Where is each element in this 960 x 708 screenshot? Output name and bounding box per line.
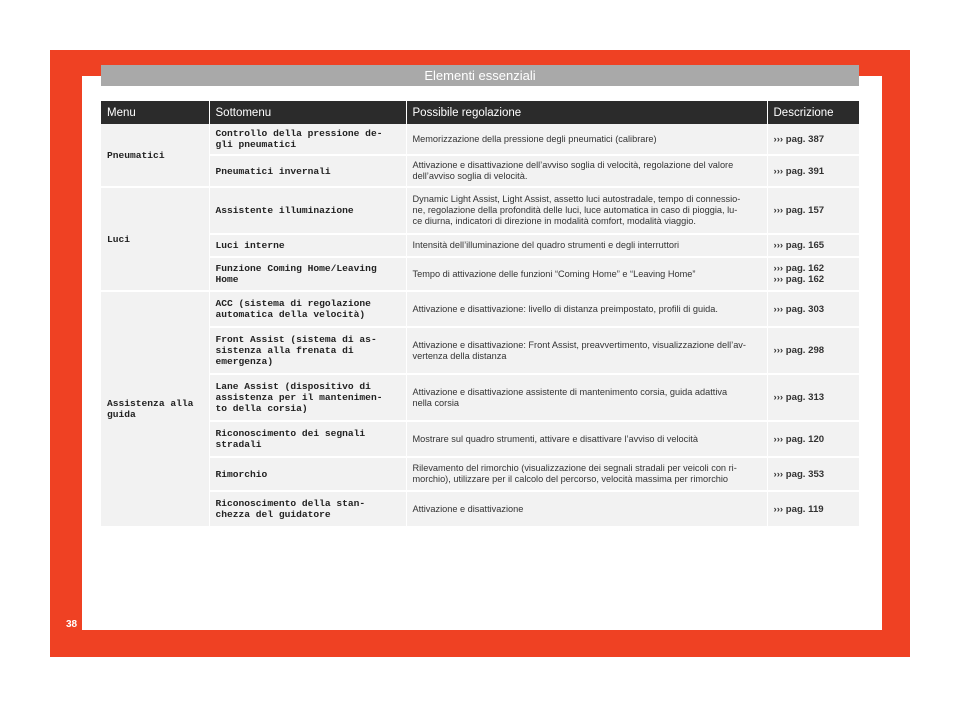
setting-cell: Tempo di attivazione delle funzioni “Coming Home” e “Leaving Home” — [406, 257, 767, 291]
menu-cell: Assistenza alla guida — [101, 291, 209, 527]
table-row — [101, 291, 859, 327]
table-row — [101, 187, 859, 234]
page-reference-link[interactable]: ››› pag. 298 — [773, 345, 825, 356]
submenu-cell: Front Assist (sistema di as- sistenza alla frenata di emergenza) — [209, 327, 406, 374]
column-header-setting: Possibile regolazione — [406, 101, 767, 124]
reference-cell — [767, 457, 859, 491]
page-reference-link[interactable]: ››› pag. 157 — [773, 205, 825, 216]
page-number: 38 — [66, 619, 78, 630]
setting-cell: Memorizzazione della pressione degli pneumatici (calibrare) — [406, 124, 767, 155]
submenu-cell: Riconoscimento della stan- chezza del guidatore — [209, 491, 406, 527]
reference-cell — [767, 327, 859, 374]
submenu-cell: Riconoscimento dei segnali stradali — [209, 421, 406, 457]
submenu-cell: Controllo della pressione de- gli pneumatici — [209, 124, 406, 155]
table-row — [101, 491, 859, 527]
submenu-cell: Funzione Coming Home/Leaving Home — [209, 257, 406, 291]
setting-cell: Attivazione e disattivazione: Front Assist, preavvertimento, visualizzazione dell’av- vertenza della distanza — [406, 327, 767, 374]
reference-cell — [767, 491, 859, 527]
page-reference-link[interactable]: ››› pag. 162 — [773, 263, 825, 274]
submenu-cell: Assistente illuminazione — [209, 187, 406, 234]
submenu-cell: Rimorchio — [209, 457, 406, 491]
setting-cell: Dynamic Light Assist, Light Assist, assetto luci autostradale, tempo di connessio- ne, regolazione della profondità delle luci, luce automatica in caso di pioggia, lu- ce diurna, indicatori di direzione in modalità comfort, modalità viaggio. — [406, 187, 767, 234]
menu-cell: Pneumatici — [101, 124, 209, 187]
reference-cell — [767, 257, 859, 291]
page-reference-link[interactable]: ››› pag. 353 — [773, 468, 825, 480]
reference-cell — [767, 291, 859, 327]
reference-cell — [767, 124, 859, 155]
submenu-cell: Lane Assist (dispositivo di assistenza per il mantenimen- to della corsia) — [209, 374, 406, 421]
table-row — [101, 234, 859, 257]
table-row — [101, 327, 859, 374]
setting-cell: Intensità dell’illuminazione del quadro strumenti e degli interruttori — [406, 234, 767, 257]
page-reference-link[interactable]: ››› pag. 165 — [773, 240, 825, 251]
reference-cell — [767, 234, 859, 257]
page-reference-link[interactable]: ››› pag. 303 — [773, 303, 825, 315]
table-row — [101, 124, 859, 155]
setting-cell: Attivazione e disattivazione: livello di distanza preimpostato, profili di guida. — [406, 291, 767, 327]
table-row — [101, 421, 859, 457]
table-row — [101, 374, 859, 421]
reference-cell — [767, 155, 859, 187]
setting-cell: Attivazione e disattivazione assistente di mantenimento corsia, guida adattiva nella corsia — [406, 374, 767, 421]
reference-cell — [767, 187, 859, 234]
setting-cell: Attivazione e disattivazione dell’avviso soglia di velocità, regolazione del valore dell’avviso soglia di velocità. — [406, 155, 767, 187]
reference-cell — [767, 374, 859, 421]
page-reference-link[interactable]: ››› pag. 119 — [773, 503, 824, 515]
table-header-row — [101, 101, 859, 124]
submenu-cell: Luci interne — [209, 234, 406, 257]
page-reference-link[interactable]: ››› pag. 162 — [773, 274, 825, 285]
setting-cell: Rilevamento del rimorchio (visualizzazione dei segnali stradali per veicoli con ri- morchio), utilizzare per il calcolo del percorso, velocità massima per rimorchio — [406, 457, 767, 491]
page-reference-link[interactable]: ››› pag. 387 — [773, 133, 825, 145]
column-header-submenu: Sottomenu — [209, 101, 406, 124]
section-title: Elementi essenziali — [101, 65, 859, 86]
page-reference-link[interactable]: ››› pag. 391 — [773, 165, 825, 177]
settings-table — [101, 101, 859, 528]
page-reference-link[interactable]: ››› pag. 120 — [773, 433, 825, 445]
menu-cell: Luci — [101, 187, 209, 291]
column-header-menu: Menu — [101, 101, 209, 124]
table-row — [101, 155, 859, 187]
table-row — [101, 457, 859, 491]
table-body — [101, 124, 859, 527]
submenu-cell: Pneumatici invernali — [209, 155, 406, 187]
reference-cell — [767, 421, 859, 457]
submenu-cell: ACC (sistema di regolazione automatica della velocità) — [209, 291, 406, 327]
setting-cell: Attivazione e disattivazione — [406, 491, 767, 527]
table-row — [101, 257, 859, 291]
setting-cell: Mostrare sul quadro strumenti, attivare e disattivare l’avviso di velocità — [406, 421, 767, 457]
page-reference-link[interactable]: ››› pag. 313 — [773, 392, 825, 403]
column-header-description: Descrizione — [767, 101, 859, 124]
